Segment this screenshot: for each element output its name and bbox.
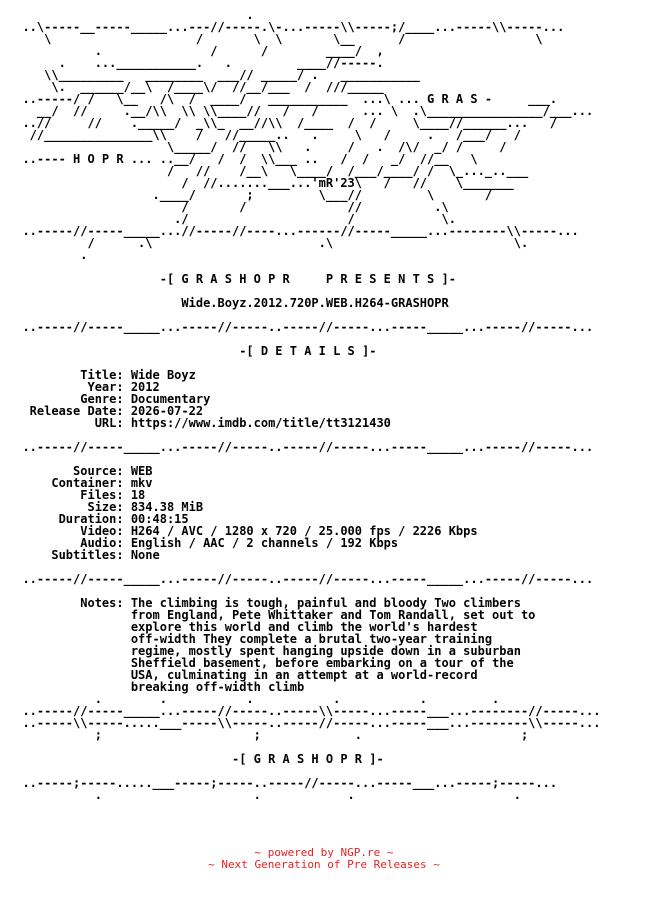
nfo-line: .____/ ; \___// \ / xyxy=(8,188,493,202)
nfo-line: ..-----/ / \__ /\ / ____/ ___________ ...\ ... G R A S - ___. xyxy=(8,92,558,106)
footer-tagline: ~ Next Generation of Pre Releases ~ xyxy=(208,858,440,871)
nfo-line: USA, culminating in an attempt at a world-record xyxy=(8,668,478,682)
nfo-line: Title: Wide Boyz xyxy=(8,368,196,382)
nfo-line: Release Date: 2026-07-22 xyxy=(8,404,204,418)
nfo-line: Size: 834.38 MiB xyxy=(8,500,204,514)
footer xyxy=(0,847,648,871)
nfo-line: breaking off-width climb xyxy=(8,680,305,694)
nfo-line: -[ G R A S H O P R ]- xyxy=(8,752,384,766)
nfo-line: __/ // .__/\\ \\ \\____// / / ... \ .\________________/___... xyxy=(8,104,594,118)
nfo-line: \ / \ \ \__ / \ xyxy=(8,32,543,46)
nfo-line: Subtitles: None xyxy=(8,548,160,562)
nfo-line: . ...___________. . ____//-----. xyxy=(8,56,384,70)
nfo-line: ..---- H O P R ... ..__/ / / \\___ .. / / _/ //__ \ xyxy=(8,152,478,166)
nfo-line: from England, Pete Whittaker and Tom Randall, set out to xyxy=(8,608,536,622)
nfo-line: . xyxy=(8,8,254,22)
nfo-line: Container: mkv xyxy=(8,476,153,490)
nfo-line: regime, mostly spent hanging upside down in a suburban xyxy=(8,644,521,658)
nfo-line: \_____/ // \\ . / . /\/ _/ / / xyxy=(8,140,507,154)
footer-powered-by: ~ powered by NGP.re ~ xyxy=(254,846,394,859)
nfo-line: Source: WEB xyxy=(8,464,153,478)
nfo-line: . / / ____/ , xyxy=(8,44,529,58)
nfo-line: Wide.Boyz.2012.720P.WEB.H264-GRASHOPR xyxy=(8,296,449,310)
nfo-line: Sheffield basement, before embarking on a tour of the xyxy=(8,656,514,670)
nfo-line: explore this world and climb the world's hardest xyxy=(8,620,478,634)
nfo-line: ..-----//-----_____...-----//-----..-----//-----...-----_____...-----//-----... xyxy=(8,320,594,334)
nfo-line: Files: 18 xyxy=(8,488,146,502)
nfo-line: //_______________\\ / //_____.. . \ / . /___/ / xyxy=(8,128,521,142)
nfo-line: ..-----\\-----.....___-----\\-----..-----//-----...-----___...--------\\-----... xyxy=(8,716,601,730)
nfo-line: / //.......___...'mR'23\ / // \_______ xyxy=(8,176,514,190)
nfo-line: ..-----//-----_____...//-----//----...------//-----_____...--------\\-----... xyxy=(8,224,579,238)
nfo-line: Year: 2012 xyxy=(8,380,160,394)
nfo-line: ..-----;-----.....___-----;-----..-----//-----...-----___...-----;-----... xyxy=(8,776,558,790)
nfo-line: Audio: English / AAC / 2 channels / 192 Kbps xyxy=(8,536,399,550)
nfo-line: / / // .\ xyxy=(8,200,449,214)
nfo-line: ; ; . ; xyxy=(8,728,529,742)
nfo-line: . . . . . . xyxy=(8,692,500,706)
nfo-line: / .\ .\ \. xyxy=(8,236,529,250)
nfo-line: Genre: Documentary xyxy=(8,392,211,406)
nfo-line: ..-----//-----_____...-----//-----..-----//-----...-----_____...-----//-----... xyxy=(8,572,594,586)
nfo-line: Notes: The climbing is tough, painful and bloody Two climbers xyxy=(8,596,521,610)
nfo-text-block xyxy=(8,9,600,801)
nfo-line: Duration: 00:48:15 xyxy=(8,512,189,526)
nfo-line: \. ______/__\ /____\/ //__/___ / ///_____ xyxy=(8,80,384,94)
nfo-line: off-width They complete a brutal two-year training xyxy=(8,632,493,646)
nfo-line: ..-----//-----_____...-----//-----..-----\\-----...-----___...--------//-----... xyxy=(8,704,601,718)
nfo-line: ..\-----__-----_____...---//-----.\-...-----\\-----;/____...-----\\-----... xyxy=(8,20,565,34)
nfo-line: / // /__\ \____/ /___/____/ / \_..._..___ xyxy=(8,164,529,178)
nfo-line: \\_________ ________ ___// _____/ . ___________ xyxy=(8,68,420,82)
nfo-line: ./ / \. xyxy=(8,212,456,226)
nfo-line: URL: https://www.imdb.com/title/tt3121430 xyxy=(8,416,391,430)
nfo-line: . xyxy=(8,248,88,262)
nfo-line: Video: H264 / AVC / 1280 x 720 / 25.000 fps / 2226 Kbps xyxy=(8,524,478,538)
nfo-line: ..-----//-----_____...-----//-----..-----//-----...-----_____...-----//-----... xyxy=(8,440,594,454)
nfo-line: . . . . xyxy=(8,788,521,802)
nfo-line: -[ G R A S H O P R P R E S E N T S ]- xyxy=(8,272,456,286)
nfo-line: ..// // ._____/ _\\_ __//\\ /____ / / \____//______... / xyxy=(8,116,558,130)
nfo-line: -[ D E T A I L S ]- xyxy=(8,344,377,358)
